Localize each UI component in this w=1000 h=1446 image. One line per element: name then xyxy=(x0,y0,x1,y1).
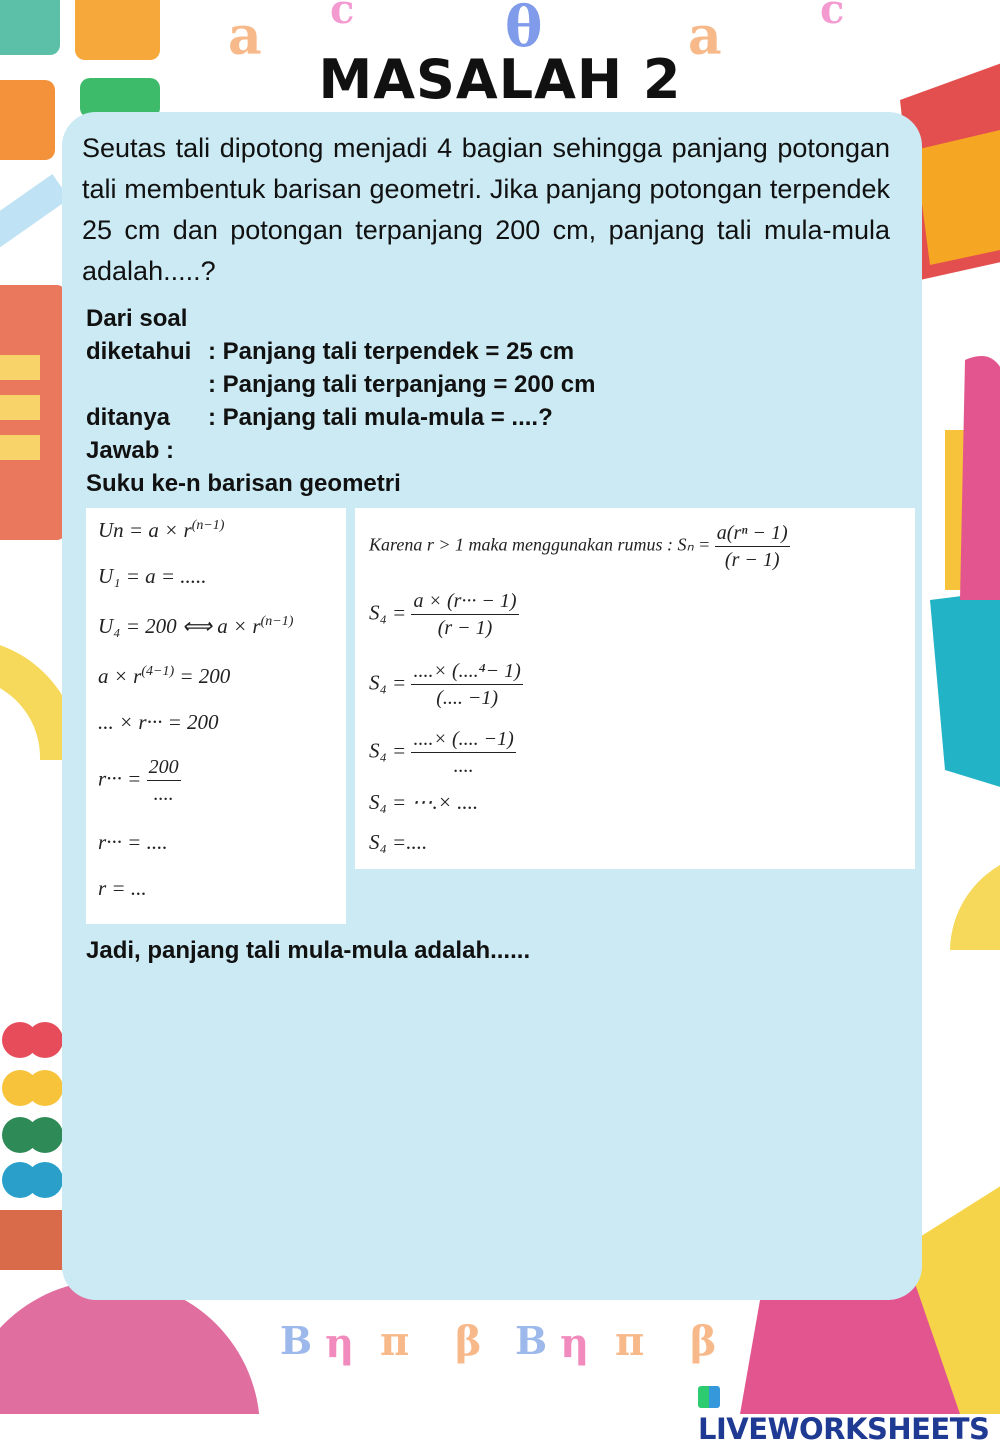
eq-u4: U₄ = 200 ⟺ $a \times r^{(n-1)}$ xyxy=(98,614,294,638)
asked-item: : Panjang tali mula-mula = ....? xyxy=(208,404,553,431)
brand-icon xyxy=(698,1386,720,1408)
eq-s4-4: S₄ = ⋯.× .... xyxy=(369,790,479,814)
diketahui-label: diketahui xyxy=(86,338,192,365)
decor-letter-c2: c xyxy=(820,0,845,33)
section-heading: Suku ke-n barisan geometri xyxy=(86,470,401,497)
eq-un: $Un = a \times r^{(n-1)}$ xyxy=(98,518,225,542)
known-section xyxy=(86,302,595,500)
known-item-longest: : Panjang tali terpanjang = 200 cm xyxy=(208,371,596,398)
problem-statement: Seutas tali dipotong menjadi 4 bagian sehingga panjang potongan tali membentuk barisan geometri. Jika panjang potongan terpendek 25 cm dan potongan terpanjang 200 cm, panjang tali mula-mula adalah.....? xyxy=(82,133,890,286)
eq-s4-2: S₄ = $\frac{\text{....× (....⁴− 1)}}{(.... -1)}$ xyxy=(369,660,521,709)
decor-beta-3: B xyxy=(515,1318,548,1363)
left-equation-panel xyxy=(86,508,346,924)
decor-theta: θ xyxy=(505,0,543,60)
ditanya-label: ditanya xyxy=(86,404,171,431)
eq-a-r: $a \times r^{(4-1)} = 200$ xyxy=(98,664,231,688)
decor-letter-a2: a xyxy=(688,6,722,67)
eq-sum-formula: Karena r > 1 maka menggunakan rumus : Sₙ = $\frac{\text{a(rⁿ − 1)}}{(r - 1)}$ xyxy=(369,522,788,571)
known-item-shortest: : Panjang tali terpendek = 25 cm xyxy=(208,338,575,365)
decor-beta-2: β xyxy=(455,1318,482,1365)
known-row-2 xyxy=(86,368,595,401)
eq-u1: U₁ = a = ..... xyxy=(98,564,207,588)
page-title: MASALAH 2 xyxy=(318,48,682,111)
decor-beta-4: β xyxy=(690,1318,717,1365)
eq-r-fraction: r··· = $\frac{200}{....}$ xyxy=(98,756,179,805)
decor-pi-2: π xyxy=(615,1318,645,1365)
eq-s4-3: S₄ = $\frac{....\times (.... -1)}{....}$ xyxy=(369,728,514,777)
decor-letter-c: c xyxy=(330,0,355,33)
eq-blank-r: ... × r··· = 200 xyxy=(98,710,219,734)
decor-beta-1: B xyxy=(280,1318,313,1363)
eq-r-value: r = ... xyxy=(98,876,147,900)
eq-s4-1: S₄ = $\frac{a \times (r\cdot\cdot\cdot - 1)}{(r - 1)}$ xyxy=(369,590,517,639)
known-heading: Dari soal xyxy=(86,305,188,332)
jawab-label: Jawab : xyxy=(86,437,175,464)
eq-s4-5: S₄ =.... xyxy=(369,830,428,854)
liveworksheets-logo: LIVEWORKSHEETS xyxy=(698,1378,1000,1446)
decor-letter-a: a xyxy=(228,6,262,67)
known-row-1 xyxy=(86,335,595,368)
eq-r-power: r··· = .... xyxy=(98,830,168,854)
right-equation-panel xyxy=(355,508,915,869)
decor-pi-1: π xyxy=(380,1318,410,1365)
decor-eta-2: η xyxy=(560,1320,590,1367)
decor-eta-1: η xyxy=(325,1320,355,1367)
conclusion-text: Jadi, panjang tali mula-mula adalah...... xyxy=(86,937,531,964)
asked-row xyxy=(86,401,595,434)
